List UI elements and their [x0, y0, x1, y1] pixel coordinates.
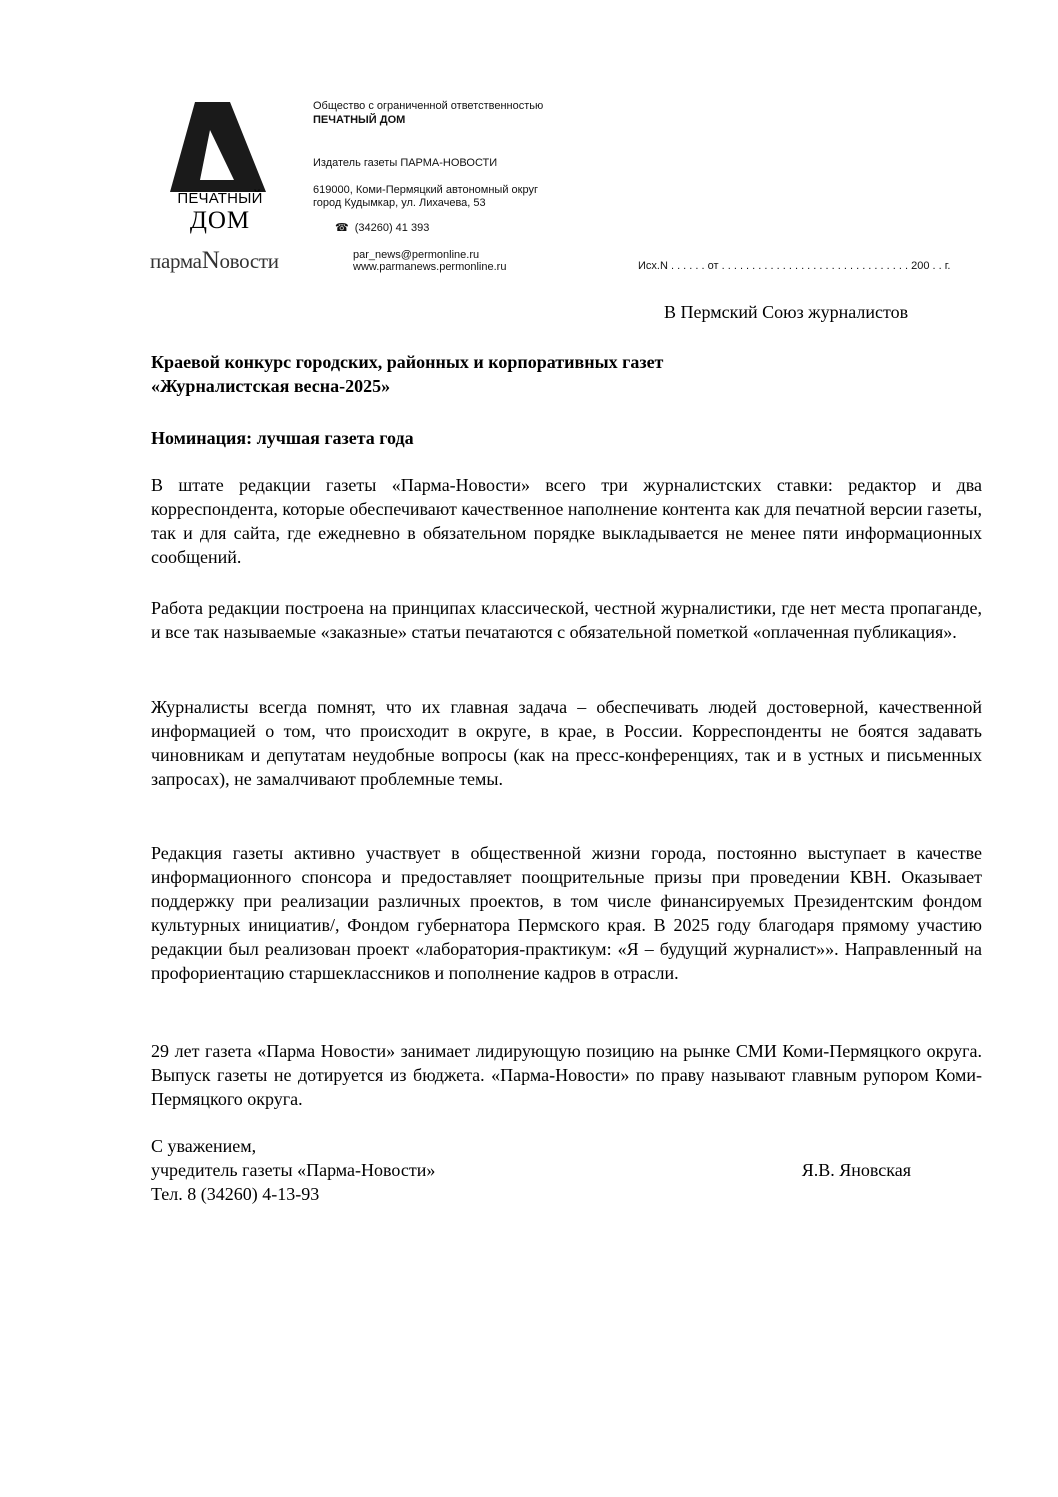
paragraph: Редакция газеты активно участвует в общественной жизни города, постоянно выступает в качестве информационного спонсора и предоставляет поощрительные призы при проведении КВН. Оказывает поддержку при реализации различных проектов, в том числе финансируемых Президентским фондом культурных инициатив/, Фондом губернатора Пермского края. В 2025 году благодаря прямому участию редакции был реализован проект «лаборатория-практикум: «Я – будущий журналист»». Направленный на профориентацию старшеклассников и пополнение кадров в отрасли.: [151, 843, 982, 983]
logo-text-line1: ПЕЧАТНЫЙ: [177, 190, 263, 207]
paragraph: Работа редакции построена на принципах классической, честной журналистики, где нет места пропаганде, и все так называемые «заказные» статьи печатаются с обязательной пометкой «оплаченная публикация».: [151, 598, 982, 642]
sublogo-n: N: [201, 247, 220, 274]
company-name-line2: ПЕЧАТНЫЙ ДОМ: [313, 114, 406, 126]
telephone-icon: ☎: [335, 222, 349, 234]
outgoing-reference-line: Исх.N . . . . . . от . . . . . . . . . . . . . . . . . . . . . . . . . . . . . . . 200 . . г.: [638, 260, 951, 272]
nomination: Номинация: лучшая газета года: [151, 428, 414, 448]
paragraph: Журналисты всегда помнят, что их главная задача – обеспечивать людей достоверной, качественной информацией о том, что происходит в округе, в крае, в России. Корреспонденты не боятся задавать чиновникам и депутатам неудобные вопросы (как на пресс-конференциях, так и в устных и письменных запросах), не замалчивают проблемные темы.: [151, 697, 982, 789]
paragraph: 29 лет газета «Парма Новости» занимает лидирующую позицию на рынке СМИ Коми-Пермяцкого округа. Выпуск газеты не дотируется из бюджета. «Парма-Новости» по праву называют главным рупором Коми-Пермяцкого округа.: [151, 1041, 982, 1109]
parma-novosti-logo: [150, 247, 279, 275]
sublogo-right: овости: [219, 249, 279, 273]
pechatny-dom-logo-icon: [168, 100, 268, 200]
recipient: В Пермский Союз журналистов: [664, 302, 909, 322]
website-address: www.parmanews.permonline.ru: [353, 261, 507, 273]
phone-row: [335, 222, 429, 234]
signer-role: учредитель газеты «Парма-Новости»: [151, 1160, 436, 1180]
company-name-line1: Общество с ограниченной ответственностью: [313, 100, 544, 112]
address-line2: город Кудымкар, ул. Лихачева, 53: [313, 197, 486, 209]
contact-phone: Тел. 8 (34260) 4-13-93: [151, 1184, 320, 1204]
email-address: par_news@permonline.ru: [353, 249, 480, 261]
paragraph: В штате редакции газеты «Парма-Новости» всего три журналистских ставки: редактор и два корреспондента, которые обеспечивают качественное наполнение контента как для печатной версии газеты, так и для сайта, где ежедневно в обязательном порядке выкладывается не менее пяти информационных сообщений.: [151, 475, 982, 567]
publisher-line: Издатель газеты ПАРМА-НОВОСТИ: [313, 157, 498, 169]
logo-text-line2: ДОМ: [189, 207, 251, 234]
closing-phrase: С уважением,: [151, 1136, 257, 1156]
letter-title: [151, 350, 663, 398]
letterhead-phone: (34260) 41 393: [354, 222, 430, 234]
title-line1: Краевой конкурс городских, районных и корпоративных газет: [151, 352, 664, 372]
title-line2: «Журналистская весна-2025»: [151, 376, 391, 396]
address-line1: 619000, Коми-Пермяцкий автономный округ: [313, 184, 538, 196]
sublogo-left: парма: [150, 249, 202, 273]
signature-row: [151, 1158, 911, 1182]
signer-name: Я.В. Яновская: [801, 1160, 911, 1180]
